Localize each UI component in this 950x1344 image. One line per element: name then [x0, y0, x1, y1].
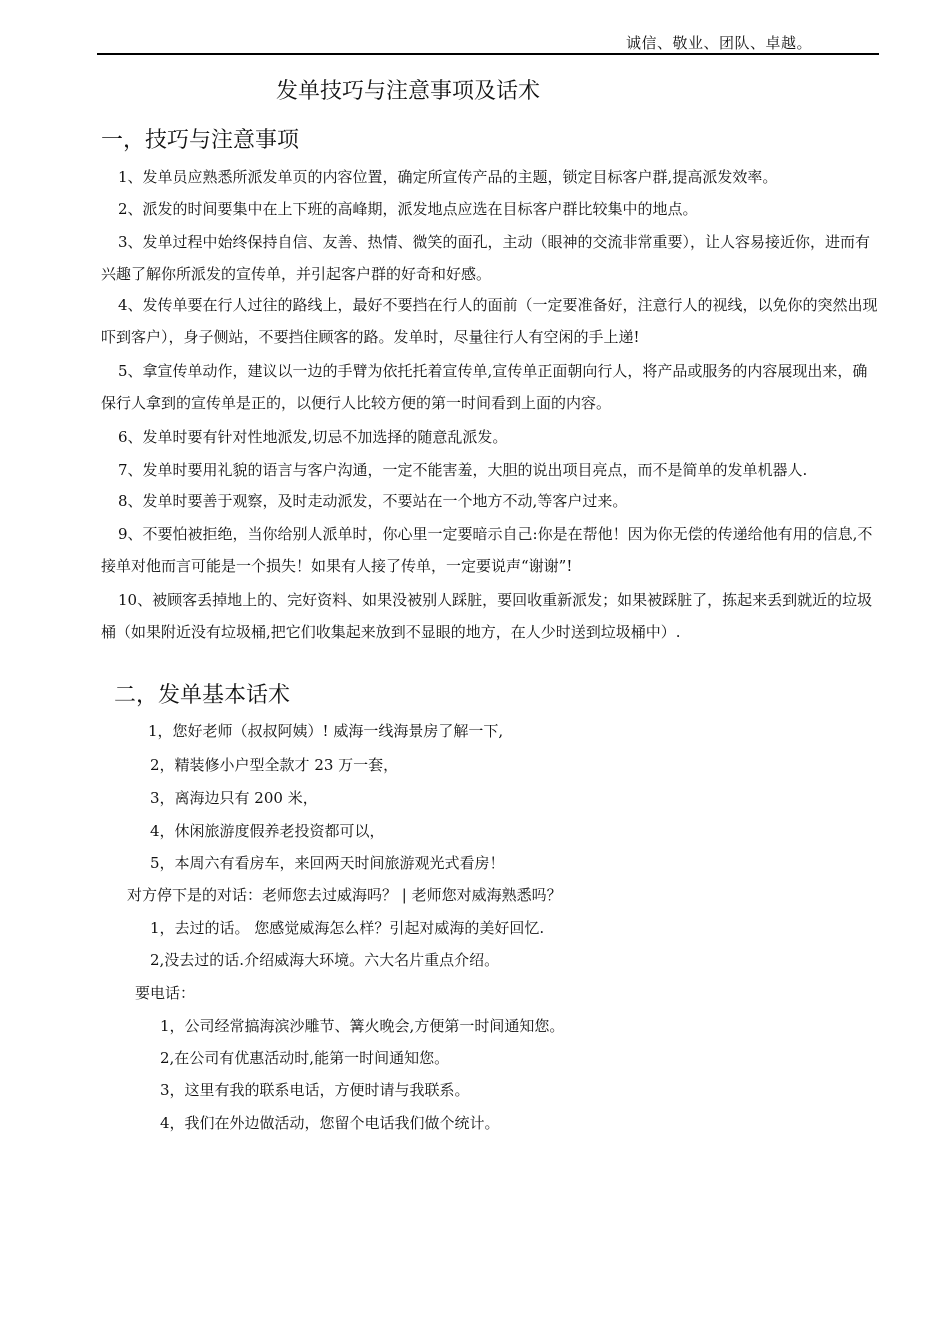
section-2-heading: 二，发单基本话术	[114, 683, 291, 708]
tip-item-7: 7、发单时要用礼貌的语言与客户沟通，一定不能害羞，大胆的说出项目亮点，而不是简单的发单机器人.	[118, 461, 808, 479]
phone-reason-2: 2,在公司有优惠活动时,能第一时间通知您。	[160, 1049, 450, 1067]
tip-item-3: 3、发单过程中始终保持自信、友善、热情、微笑的面孔，主动（眼神的交流非常重要），让人容易接近你，进而有兴趣了解你所派发的宣传单，并引起客户群的好奇和好感。	[101, 233, 871, 283]
header-motto: 诚信、敬业、团队、卓越。	[625, 34, 812, 52]
tip-item-5: 5、拿宣传单动作，建议以一边的手臂为依托托着宣传单,宣传单正面朝向行人，将产品或服务的内容展现出来，确保行人拿到的宣传单是正的，以便行人比较方便的第一时间看到上面的内容。	[101, 362, 868, 412]
tip-item-9: 9、不要怕被拒绝，当你给别人派单时，你心里一定要暗示自己:你是在帮他！因为你无偿的传递给他有用的信息,不接单对他而言可能是一个损失！如果有人接了传单，一定要说声“谢谢”!	[101, 525, 873, 575]
script-line-2: 2，精装修小户型全款才 23 万一套，	[150, 756, 399, 774]
tip-item-2: 2、派发的时间要集中在上下班的高峰期，派发地点应选在目标客户群比较集中的地点。	[118, 200, 698, 218]
followup-answer-2: 2,没去过的话.介绍威海大环境。六大名片重点介绍。	[150, 951, 500, 969]
phone-reason-4: 4，我们在外边做活动，您留个电话我们做个统计。	[160, 1114, 500, 1132]
script-line-3: 3，离海边只有 200 米，	[150, 789, 318, 807]
phone-reason-3: 3，这里有我的联系电话，方便时请与我联系。	[160, 1081, 470, 1099]
document-title: 发单技巧与注意事项及话术	[275, 79, 540, 104]
section-1-heading: 一，技巧与注意事项	[101, 128, 300, 153]
tip-item-8: 8、发单时要善于观察，及时走动派发，不要站在一个地方不动,等客户过来。	[118, 492, 628, 510]
script-line-4: 4，休闲旅游度假养老投资都可以，	[150, 822, 385, 840]
phone-reason-1: 1，公司经常搞海滨沙雕节、篝火晚会,方便第一时间通知您。	[160, 1017, 565, 1035]
tip-item-10: 10、被顾客丢掉地上的、完好资料、如果没被别人踩脏，要回收重新派发；如果被踩脏了，拣起来丢到就近的垃圾桶（如果附近没有垃圾桶,把它们收集起来放到不显眼的地方，在人少时送到垃圾桶中）.	[101, 591, 873, 641]
tip-item-6: 6、发单时要有针对性地派发,切忌不加选择的随意乱派发。	[118, 428, 508, 446]
script-line-5: 5，本周六有看房车，来回两天时间旅游观光式看房！	[150, 854, 505, 872]
followup-question: 对方停下是的对话：老师您去过威海吗？ | 老师您对威海熟悉吗？	[127, 886, 562, 904]
phone-heading: 要电话：	[135, 984, 196, 1002]
followup-answer-1: 1，去过的话。 您感觉威海怎么样？引起对威海的美好回忆.	[150, 919, 545, 937]
script-line-1: 1，您好老师（叔叔阿姨）! 威海一线海景房了解一下,	[148, 722, 504, 740]
tip-item-1: 1、发单员应熟悉所派发单页的内容位置，确定所宣传产品的主题，锁定目标客户群,提高派发效率。	[118, 168, 778, 186]
header-divider	[97, 53, 879, 55]
tip-item-4: 4、发传单要在行人过往的路线上，最好不要挡在行人的面前（一定要准备好，注意行人的视线，以免你的突然出现吓到客户），身子侧站，不要挡住顾客的路。发单时，尽量往行人有空闲的手上递!	[101, 296, 878, 346]
